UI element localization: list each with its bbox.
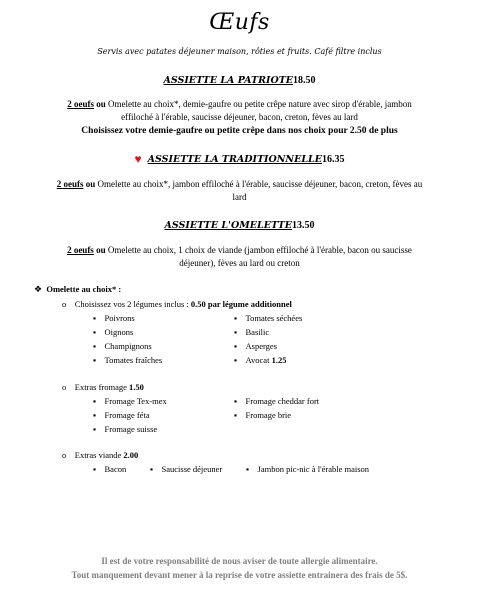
circle-bullet-icon: o	[62, 299, 67, 309]
list-item: ▪ Bacon	[93, 464, 127, 474]
qty-label: 2 oeufs	[67, 99, 94, 109]
fromage-label: Extras fromage	[74, 382, 127, 392]
omelette-heading-label: Omelette au choix* :	[46, 284, 122, 294]
omelette-heading	[34, 284, 121, 295]
fromage-price: 1.50	[129, 382, 144, 392]
list-item: ▪ Tomates séchées	[234, 313, 303, 323]
allergy-notice: Il est de votre responsabilité de nous aviser de toute allergie alimentaire.	[101, 556, 378, 566]
list-item: ▪ Tomates fraîches	[93, 355, 163, 365]
viande-price: 2.00	[123, 450, 139, 460]
page-title: Œufs	[209, 10, 270, 35]
circle-bullet-icon: o	[62, 382, 67, 392]
list-item: ▪ Oignons	[93, 327, 134, 337]
section-price: 18.50	[293, 75, 316, 86]
section-patriote-note: Choisissez votre demie-gaufre ou petite crêpe dans nos choix pour 2.50 de plus	[81, 126, 398, 136]
section-name: ASSIETTE L'OMELETTE	[164, 220, 292, 231]
heart-icon: ♥	[134, 152, 142, 166]
list-item: ▪ Fromage brie	[234, 410, 292, 420]
section-traditionnelle-description	[24, 178, 455, 203]
list-item: ▪ Fromage cheddar fort	[234, 396, 320, 406]
list-item: ▪ Champignons	[93, 341, 152, 351]
list-item: ▪ Saucisse déjeuner	[150, 464, 223, 474]
qty-label: 2 oeufs	[56, 179, 84, 189]
legumes-line	[62, 299, 292, 309]
list-item: ▪ Jambon pic-nic à l'érable maison	[246, 464, 370, 474]
diamond-bullet-icon: ❖	[34, 284, 43, 294]
desc-line: Omelette au choix*, jambon effiloché à l'érable, saucisse déjeuner, bacon, creton, fèves au	[97, 179, 423, 189]
list-item: ▪ Avocat 1.25	[234, 355, 287, 365]
or-label: ou	[85, 179, 96, 189]
avocat-price: 1.25	[271, 355, 287, 365]
list-item: ▪ Basilic	[234, 327, 270, 337]
desc-line: Omelette au choix, 1 choix de viande (jambon effiloché à l'érable, bacon ou saucisse	[107, 245, 412, 255]
desc-line: effiloché à l'érable, saucisse déjeuner, bacon, creton, fèves au lard	[121, 111, 358, 122]
section-price: 16.35	[321, 154, 345, 165]
viande-label: Extras viande	[74, 450, 122, 460]
legumes-label: Choisissez vos 2 légumes inclus :	[74, 299, 189, 309]
circle-bullet-icon: o	[62, 450, 67, 460]
list-item: ▪ Poivrons	[93, 313, 135, 323]
section-omelette-heading	[0, 220, 479, 231]
or-label: ou	[96, 99, 106, 109]
desc-line: déjeuner), fèves au lard ou creton	[179, 257, 300, 268]
section-name: ASSIETTE LA TRADITIONNELLE	[147, 154, 322, 165]
section-patriote-description	[24, 98, 455, 123]
desc-line: Omelette au choix*, demie-gaufre ou petite crêpe nature avec sirop d'érable, jambon	[108, 99, 412, 109]
section-traditionnelle-heading	[0, 152, 479, 167]
section-name: ASSIETTE LA PATRIOTE	[163, 75, 294, 86]
page-subtitle: Servis avec patates déjeuner maison, rôties et fruits. Café filtre inclus	[97, 47, 382, 56]
desc-line: lard	[232, 191, 247, 202]
list-item: ▪ Asperges	[234, 341, 277, 351]
list-item: ▪ Fromage féta	[93, 410, 150, 420]
list-item: ▪ Fromage suisse	[93, 424, 158, 434]
section-price: 13.50	[292, 220, 315, 231]
viande-line	[62, 450, 138, 460]
fee-notice: Tout manquement devant mener à la reprise de votre assiette entrainera des frais de 5$.	[71, 570, 408, 580]
fromage-line	[62, 382, 144, 392]
section-omelette-description	[24, 244, 455, 269]
or-label: ou	[96, 245, 106, 255]
list-item: ▪ Fromage Tex-mex	[93, 396, 167, 406]
qty-label: 2 oeufs	[67, 245, 94, 255]
legumes-extra: 0.50 par légume additionnel	[190, 299, 292, 309]
section-patriote-heading	[0, 75, 479, 86]
